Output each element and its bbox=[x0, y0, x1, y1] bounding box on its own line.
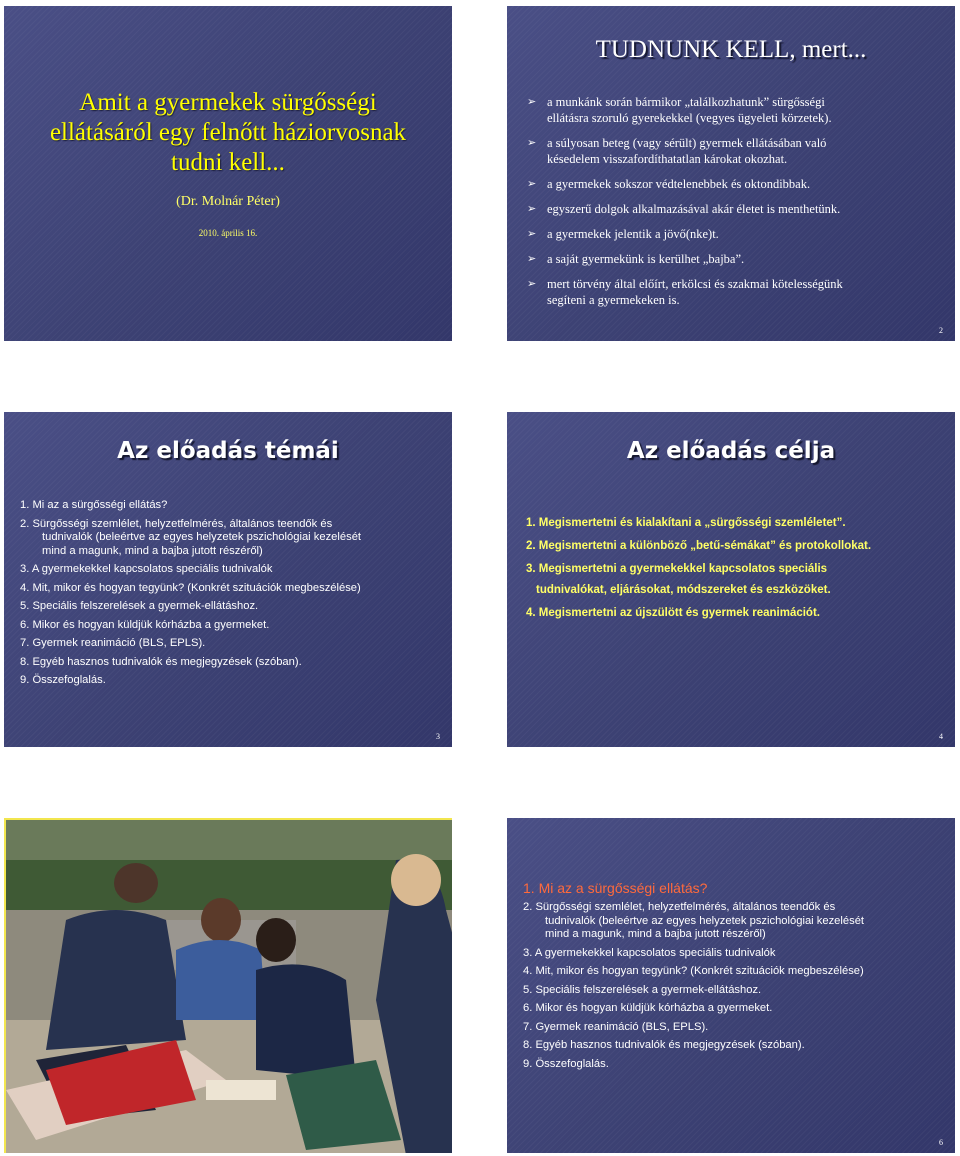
slide-3 bbox=[4, 412, 452, 747]
slide-2-bullet-list bbox=[527, 94, 941, 317]
page-number: 2 bbox=[939, 326, 943, 335]
slide-4 bbox=[507, 412, 955, 747]
arrow-bullet-icon: ➢ bbox=[527, 278, 537, 290]
page-number: 4 bbox=[939, 732, 943, 741]
slide-4-title: Az előadás célja bbox=[626, 438, 836, 464]
list-item: 6. Mikor és hogyan küldjük kórházba a gyermeket. bbox=[523, 1002, 773, 1014]
arrow-bullet-icon: ➢ bbox=[527, 228, 537, 240]
list-item: 1. Megismertetni és kialakítani a „sürgősségi szemléletet”. bbox=[526, 517, 846, 529]
topics-list-highlighted bbox=[523, 880, 947, 1076]
bullet-item: ➢ a gyermekek jelentik a jövő(nke)t. bbox=[527, 227, 719, 241]
list-item: 8. Egyéb hasznos tudnivalók és megjegyzések (szóban). bbox=[20, 655, 302, 668]
slide-1-date: 2010. április 16. bbox=[198, 228, 258, 238]
page-number: 3 bbox=[436, 732, 440, 741]
list-item: 2. Megismertetni a különböző „betű-sémákat” és protokollokat. bbox=[526, 540, 872, 552]
list-item: 2. Sürgősségi szemlélet, helyzetfelmérés, általános teendők és tudnivalók (beleértve az egyes helyzetek pszichológiai kezelését mind a magunk, mind a bajba jutott részéről) bbox=[20, 517, 362, 557]
topics-list bbox=[20, 499, 444, 693]
bullet-item: ➢ a súlyosan beteg (vagy sérült) gyermek ellátásában való késedelem visszafordíthatatlan károkat okozhat. bbox=[527, 136, 827, 166]
slide-5 bbox=[4, 818, 452, 1153]
list-item: 1. Mi az a sürgősségi ellátás? bbox=[20, 499, 168, 511]
slide-1-title: Amit a gyermekek sürgősségi ellátásáról egy felnőtt háziorvosnak tudni kell... bbox=[49, 89, 407, 176]
emergency-care-photo bbox=[4, 818, 452, 1153]
list-item: 8. Egyéb hasznos tudnivalók és megjegyzések (szóban). bbox=[523, 1039, 805, 1051]
list-item: 9. Összefoglalás. bbox=[523, 1057, 609, 1070]
slide-3-title: Az előadás témái bbox=[117, 438, 339, 464]
list-item: 5. Speciális felszerelések a gyermek-ellátáshoz. bbox=[523, 983, 762, 996]
list-item: 4. Mit, mikor és hogyan tegyünk? (Konkrét szituációk megbeszélése) bbox=[20, 581, 361, 594]
arrow-bullet-icon: ➢ bbox=[527, 253, 537, 265]
bullet-item: ➢ egyszerű dolgok alkalmazásával akár életet is menthetünk. bbox=[527, 202, 841, 216]
list-item: 4. Mit, mikor és hogyan tegyünk? (Konkrét szituációk megbeszélése) bbox=[523, 965, 864, 977]
slide-1 bbox=[4, 6, 452, 341]
list-item: 2. Sürgősségi szemlélet, helyzetfelmérés, általános teendők és tudnivalók (beleértve az egyes helyzetek pszichológiai kezelését mind a magunk, mind a bajba jutott részéről) bbox=[523, 901, 865, 940]
bullet-item: ➢ mert törvény által előírt, erkölcsi és szakmai kötelességünk segíteni a gyermekeken is. bbox=[527, 277, 843, 307]
arrow-bullet-icon: ➢ bbox=[527, 203, 537, 215]
list-item: 3. A gyermekekkel kapcsolatos speciális tudnivalók bbox=[20, 563, 273, 575]
list-item-highlighted: 1. Mi az a sürgősségi ellátás? bbox=[523, 880, 708, 896]
bullet-item: ➢ a gyermekek sokszor védtelenebbek és oktondibbak. bbox=[527, 177, 811, 191]
list-item: 4. Megismertetni az újszülött és gyermek reanimációt. bbox=[526, 607, 820, 619]
arrow-bullet-icon: ➢ bbox=[527, 178, 537, 190]
bullet-item: ➢ a munkánk során bármikor „találkozhatunk” sürgősségi ellátásra szoruló gyerekekkel (vegyes ügyeleti körzetek). bbox=[527, 95, 832, 125]
list-item: 3. Megismertetni a gyermekekkel kapcsolatos speciális tudnivalókat, eljárásokat, módszereket és eszközöket. bbox=[526, 563, 831, 596]
slide-1-author: (Dr. Molnár Péter) bbox=[176, 194, 280, 209]
list-item: 9. Összefoglalás. bbox=[20, 674, 106, 686]
goals-list bbox=[526, 516, 947, 629]
list-item: 7. Gyermek reanimáció (BLS, EPLS). bbox=[20, 637, 206, 649]
arrow-bullet-icon: ➢ bbox=[527, 137, 537, 149]
slide-6 bbox=[507, 818, 955, 1153]
list-item: 3. A gyermekekkel kapcsolatos speciális tudnivalók bbox=[523, 946, 776, 959]
photo-illustration bbox=[6, 820, 452, 1153]
page-number: 6 bbox=[939, 1138, 943, 1147]
slide-2 bbox=[507, 6, 955, 341]
bullet-item: ➢ a saját gyermekünk is kerülhet „bajba”. bbox=[527, 252, 745, 266]
list-item: 6. Mikor és hogyan küldjük kórházba a gyermeket. bbox=[20, 618, 270, 631]
list-item: 5. Speciális felszerelések a gyermek-ellátáshoz. bbox=[20, 600, 259, 612]
slide-2-title: TUDNUNK KELL, mert... bbox=[595, 36, 867, 63]
list-item: 7. Gyermek reanimáció (BLS, EPLS). bbox=[523, 1020, 709, 1033]
arrow-bullet-icon: ➢ bbox=[527, 96, 537, 108]
